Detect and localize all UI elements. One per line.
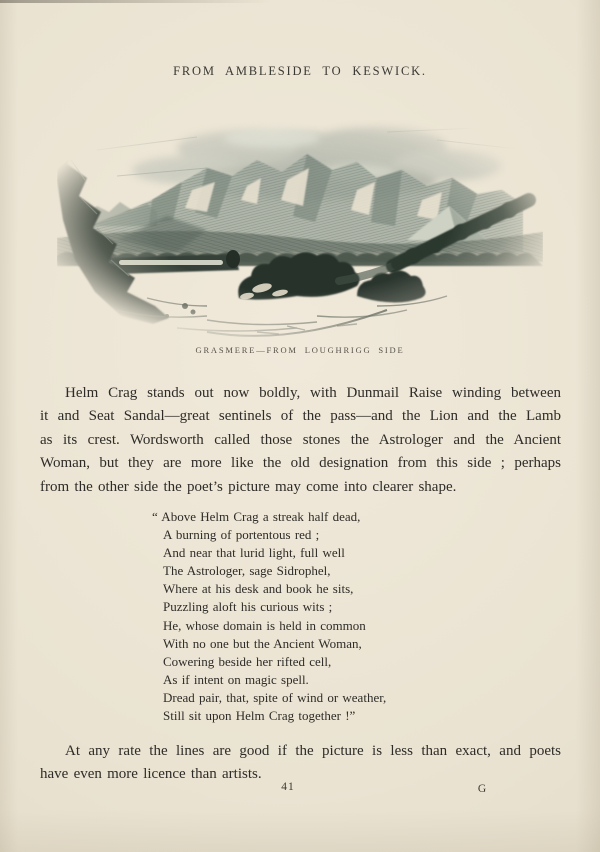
poem-line: Cowering beside her rifted cell, xyxy=(163,653,332,669)
text-line: it and Seat Sandal—great sentinels of the pass—and the Lion and the Lamb xyxy=(40,408,561,425)
paragraph-closing xyxy=(40,740,561,787)
poem-line: And near that lurid light, full well xyxy=(163,545,345,561)
poem-line: Puzzling aloft his curious wits ; xyxy=(163,599,333,615)
running-header: FROM AMBLESIDE TO KESWICK. xyxy=(173,64,427,78)
poem-line: Still sit upon Helm Crag together !” xyxy=(163,708,356,724)
text-line: Woman, but they are more like the old designation from this side ; perhaps xyxy=(40,455,561,472)
text-line: Helm Crag stands out now boldly, with Dunmail Raise winding between xyxy=(65,385,561,401)
text-line: At any rate the lines are good if the picture is less than exact, and poets xyxy=(65,743,561,759)
poem-line: Where at his desk and book he sits, xyxy=(163,581,354,597)
poem-line: Dread pair, that, spite of wind or weather, xyxy=(163,689,387,705)
poem-line: A burning of portentous red ; xyxy=(163,527,320,543)
text-line: have even more licence than artists. xyxy=(40,766,262,783)
poem-line: The Astrologer, sage Sidrophel, xyxy=(163,563,331,579)
engraving-caption: GRASMERE—FROM LOUGHRIGG SIDE xyxy=(195,345,405,355)
engraving-image xyxy=(57,120,543,342)
signature-mark: G xyxy=(477,783,487,795)
page-number: 41 xyxy=(281,781,295,793)
poem-line: “ Above Helm Crag a streak half dead, xyxy=(152,509,361,524)
poem-quotation xyxy=(152,508,482,725)
poem-line: As if intent on magic spell. xyxy=(163,671,309,687)
engraving-grasmere xyxy=(57,120,543,342)
poem-line: With no one but the Ancient Woman, xyxy=(163,635,362,651)
text-line: as its crest. Wordsworth called those stones the Astrologer and the Ancient xyxy=(40,431,561,448)
poem-line: He, whose domain is held in common xyxy=(163,617,366,633)
paragraph-helm-crag xyxy=(40,382,561,499)
text-line: from the other side the poet’s picture may come into clearer shape. xyxy=(40,478,457,495)
